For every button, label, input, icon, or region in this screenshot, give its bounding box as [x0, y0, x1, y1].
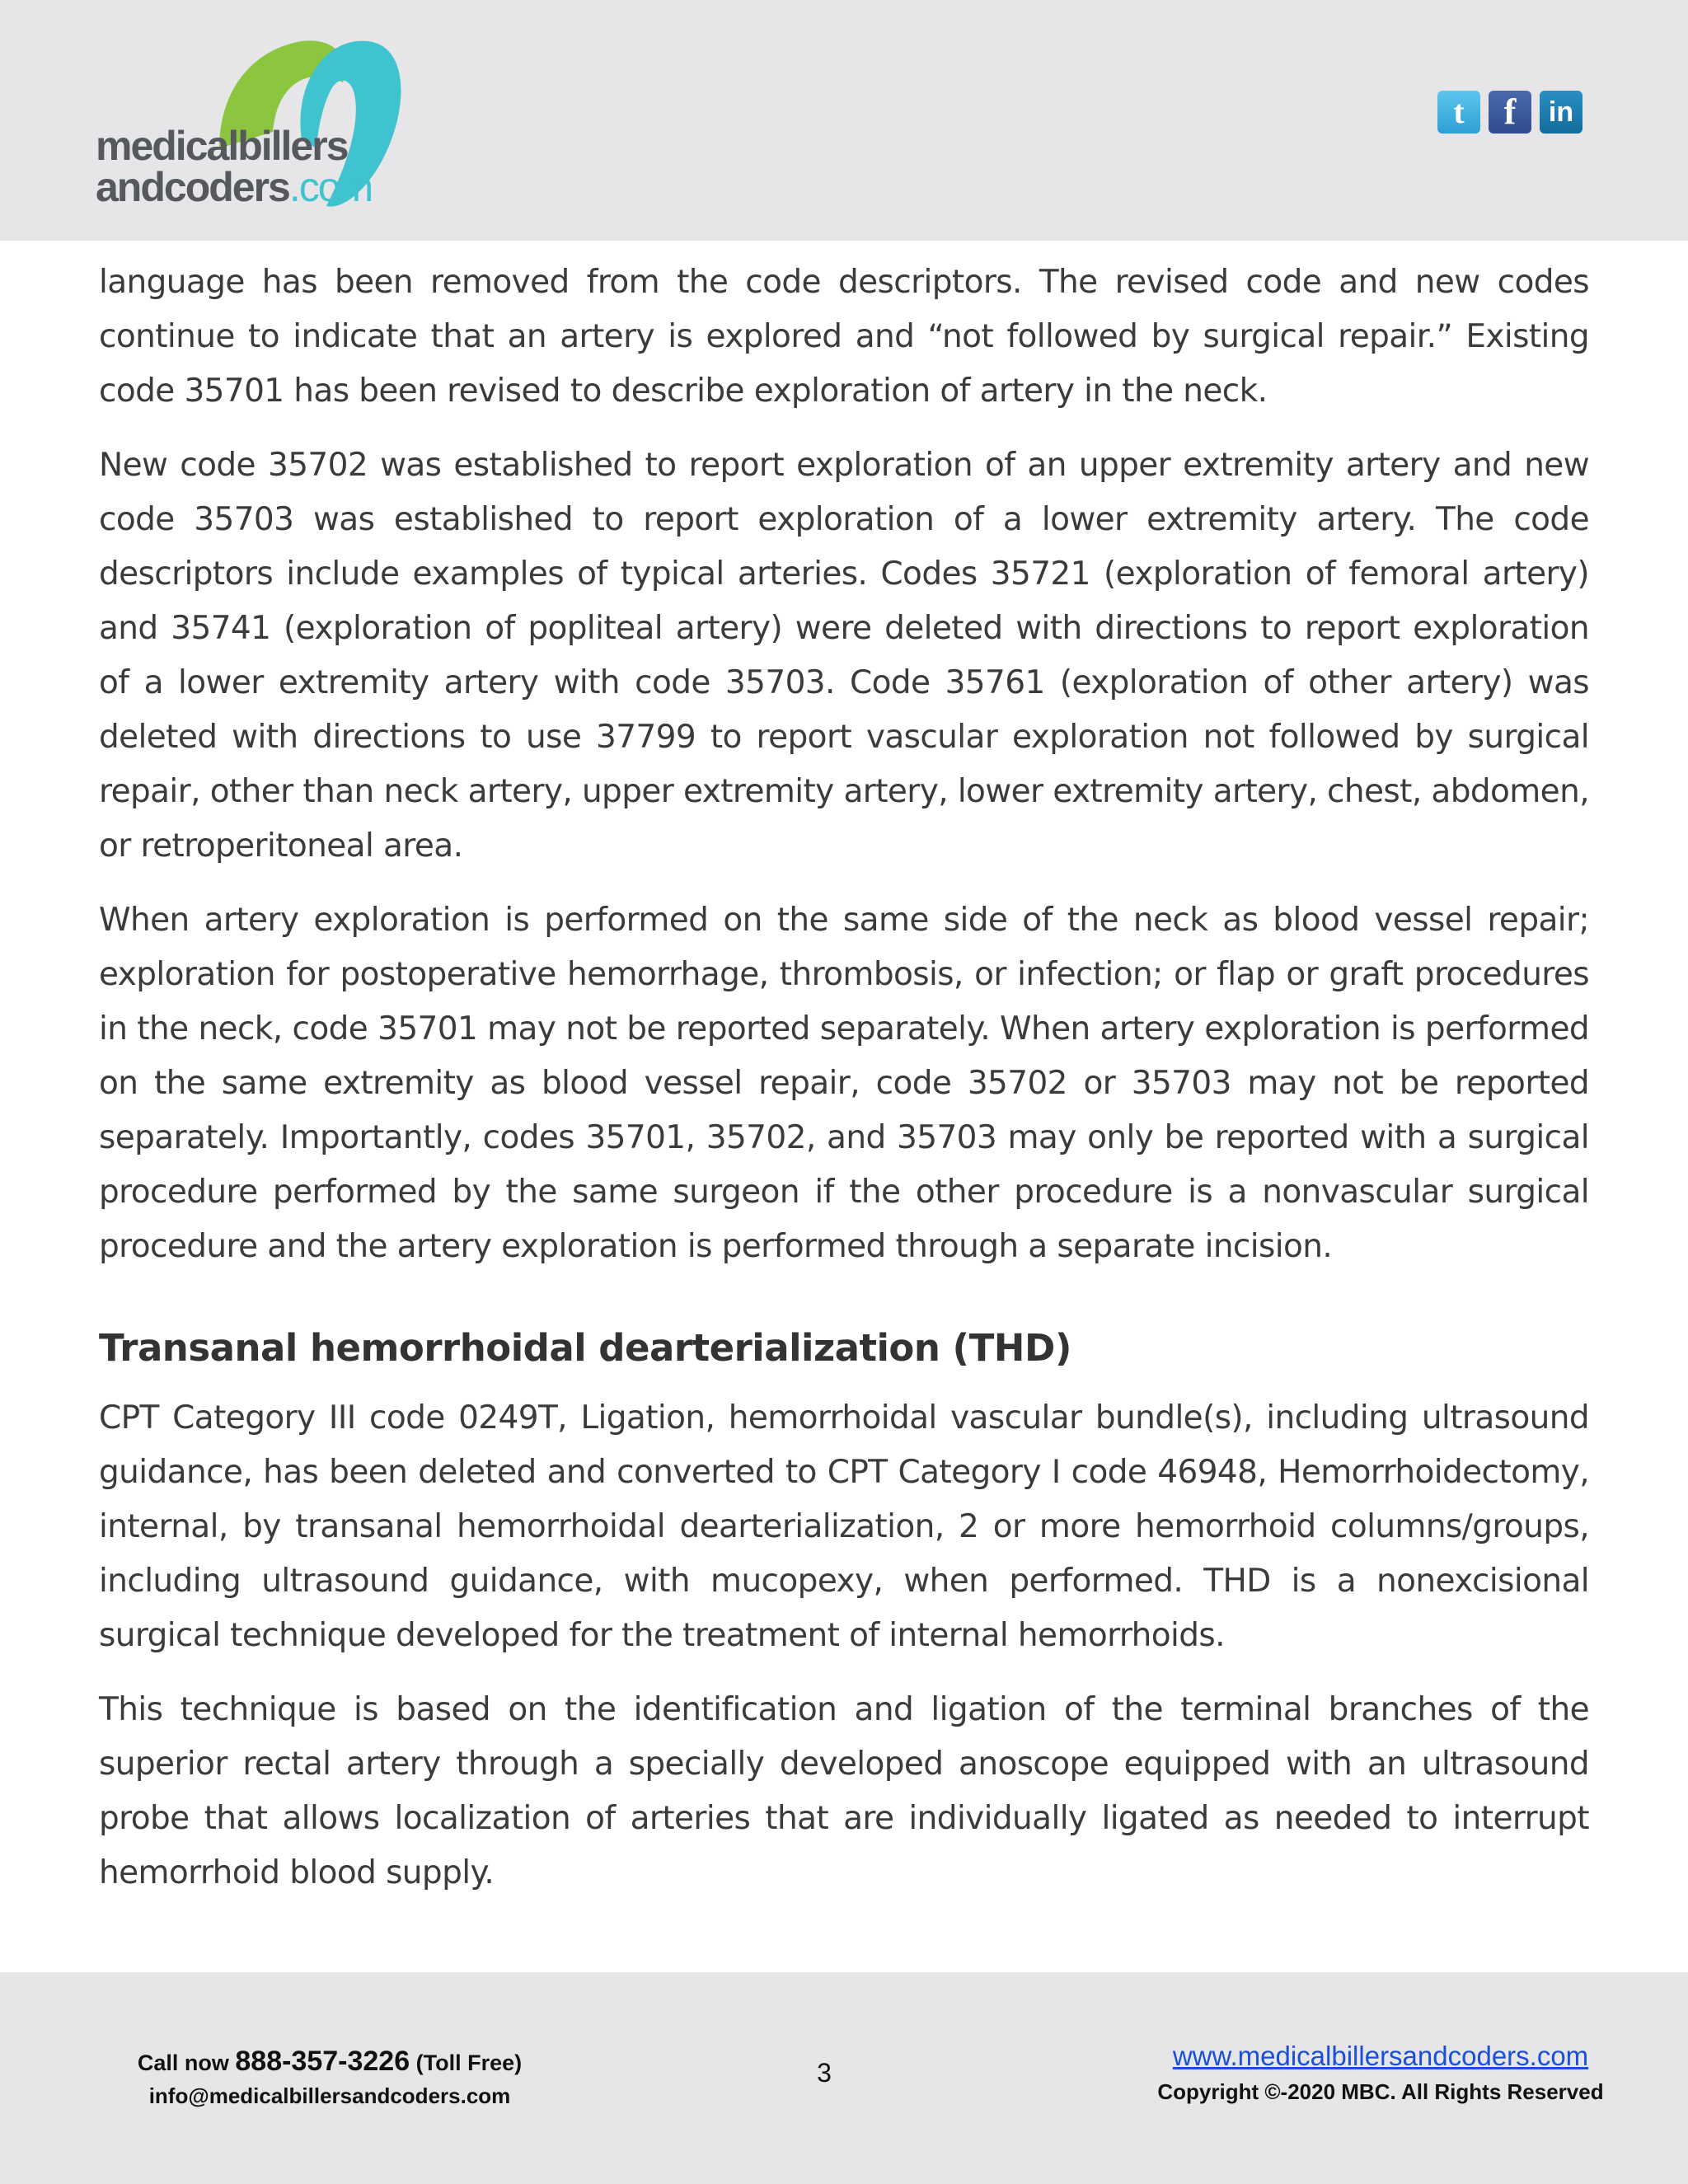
call-prefix: Call now: [137, 2050, 236, 2075]
company-logo[interactable]: [96, 33, 475, 214]
logo-suffix: .com: [288, 164, 373, 210]
twitter-glyph: t: [1453, 93, 1465, 130]
email-address[interactable]: info@medicalbillersandcoders.com: [148, 2083, 511, 2108]
paragraph-5: This technique is based on the identification and ligation of the terminal branches of the superior rectal artery through a specially developed anoscope equipped with an ultrasound probe that allows localization of arteries that are individually ligated as needed to interrupt hemorrhoid blood supply.: [99, 1691, 1589, 1891]
twitter-icon[interactable]: [1437, 91, 1480, 134]
page-footer: [0, 1972, 1688, 2184]
logo-line-2: andcoders: [96, 164, 289, 210]
paragraph-4: CPT Category III code 0249T, Ligation, hemorrhoidal vascular bundle(s), including ultrasound guidance, has been deleted and converted to CPT Category I code 46948, Hemorrhoidectomy, internal, by transanal hemorrhoidal dearterialization, 2 or more hemorrhoid columns/groups, including ultrasound guidance, with mucopexy, when performed. THD is a nonexcisional surgical technique developed for the treatment of internal hemorrhoids.: [99, 1399, 1589, 1654]
document-body: [99, 255, 1589, 1920]
website-link[interactable]: www.medicalbillersandcoders.com: [1172, 2041, 1589, 2071]
phone-number[interactable]: 888-357-3226: [235, 2046, 410, 2077]
logo-line-1: medicalbillers: [96, 123, 348, 169]
facebook-icon[interactable]: [1489, 91, 1531, 134]
logo-wordmark: [96, 125, 372, 208]
contact-info: [0, 2045, 659, 2112]
copyright-notice: Copyright ©-2020 MBC. All Rights Reserved: [1157, 2079, 1604, 2104]
section-heading: Transanal hemorrhoidal dearterialization (THD): [99, 1326, 1071, 1370]
call-line: [0, 2045, 659, 2079]
toll-free-label: (Toll Free): [410, 2050, 523, 2075]
footer-right: [1137, 2036, 1624, 2107]
facebook-glyph: f: [1503, 91, 1517, 132]
paragraph-3: When artery exploration is performed on the same side of the neck as blood vessel repair; exploration for postoperative hemorrhage, thrombosis, or infection; or flap or graft procedures in the neck, code 35701 may not be reported separately. When artery exploration is performed on the same extremity as blood vessel repair, code 35702 or 35703 may not be reported separately. Importantly, codes 35701, 35702, and 35703 may only be reported with a surgical procedure performed by the same surgeon if the other procedure is a nonvascular surgical procedure and the artery exploration is performed through a separate incision.: [99, 902, 1589, 1265]
page-header: [0, 0, 1688, 241]
page-number: 3: [817, 2058, 832, 2088]
linkedin-glyph: in: [1548, 96, 1574, 128]
paragraph-1: language has been removed from the code descriptors. The revised code and new codes continue to indicate that an artery is explored and “not followed by surgical repair.” Existing code 35701 has been revised to describe exploration of artery in the neck.: [99, 264, 1589, 410]
paragraph-2: New code 35702 was established to report exploration of an upper extremity artery and new code 35703 was established to report exploration of a lower extremity artery. The code descriptors include examples of typical arteries. Codes 35721 (exploration of femoral artery) and 35741 (exploration of popliteal artery) were deleted with directions to report exploration of a lower extremity artery with code 35703. Code 35761 (exploration of other artery) was deleted with directions to use 37799 to report vascular exploration not followed by surgical repair, other than neck artery, upper extremity artery, lower extremity artery, chest, abdomen, or retroperitoneal area.: [99, 447, 1589, 865]
linkedin-icon[interactable]: [1540, 91, 1582, 134]
